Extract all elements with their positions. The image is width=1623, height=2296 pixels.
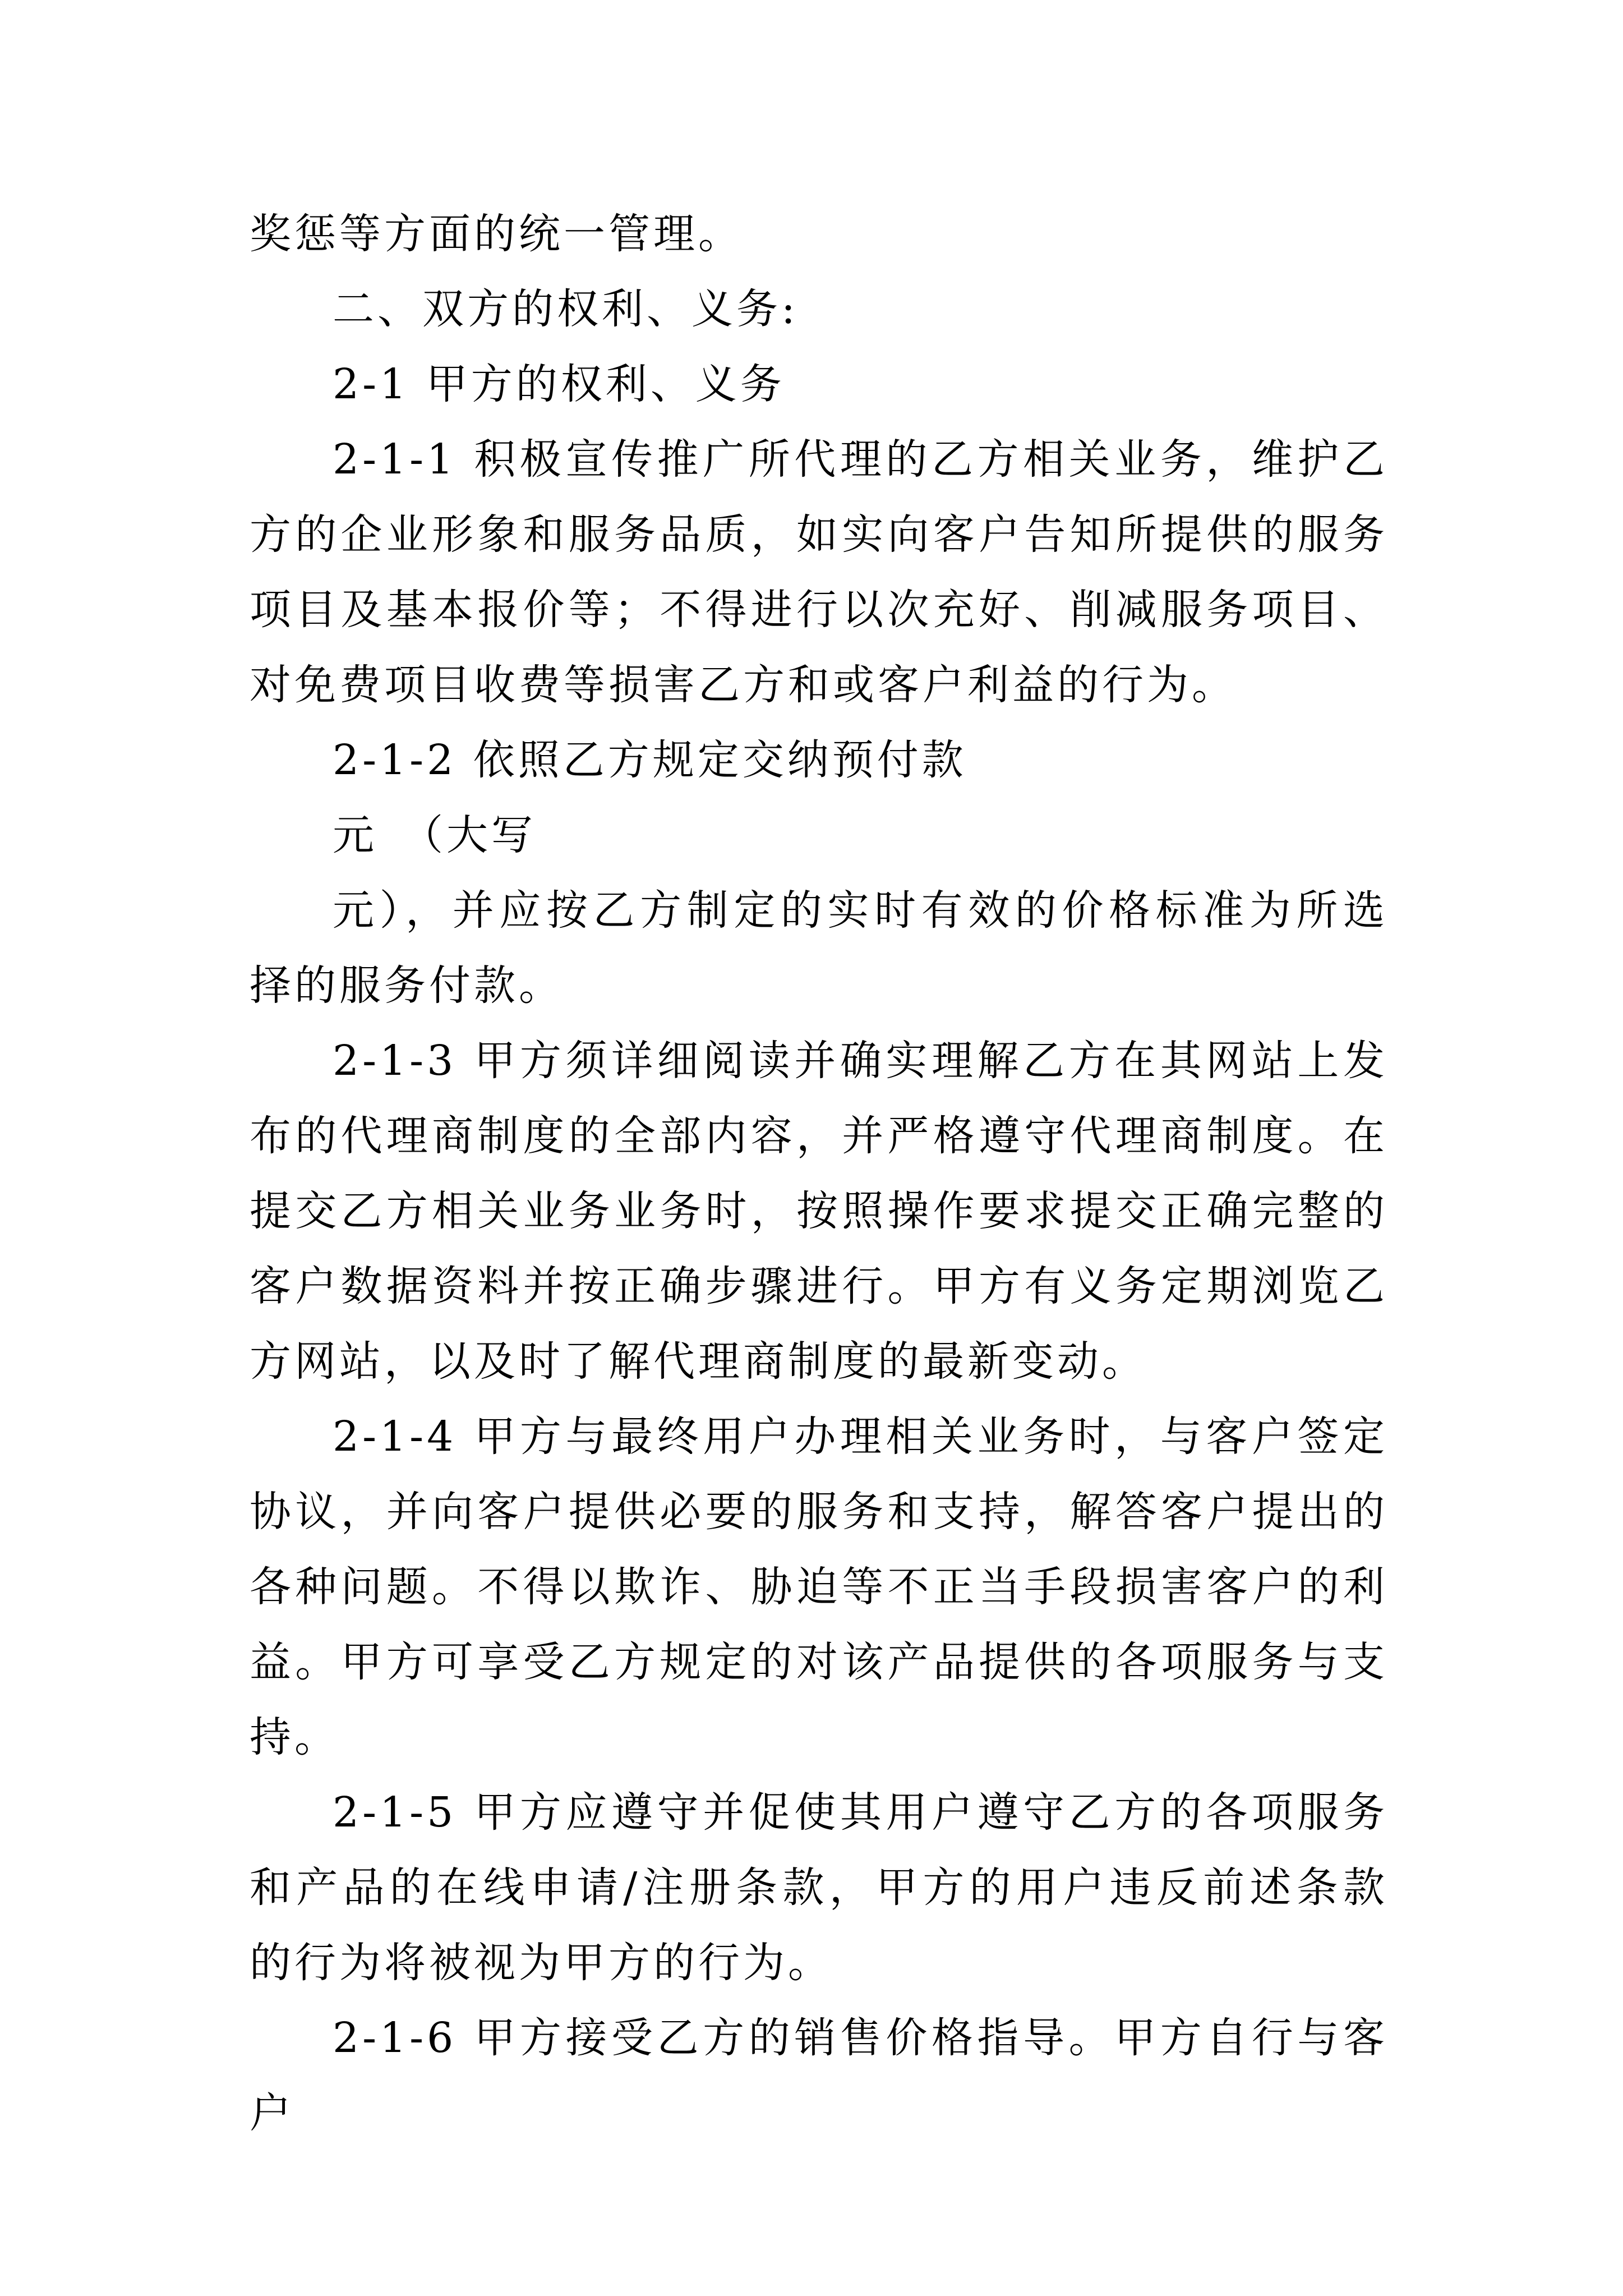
clause-2-1-3: 2-1-3 甲方须详细阅读并确实理解乙方在其网站上发布的代理商制度的全部内容，并严格遵守代理商制度。在提交乙方相关业务业务时，按照操作要求提交正确完整的客户数据资料并按正确步骤进行。甲方有义务定期浏览乙方网站，以及时了解代理商制度的最新变动。 (250, 1037, 1388, 1386)
subsection-heading-party-a: 2-1 甲方的权利、义务 (333, 360, 785, 408)
clause-2-1-6: 2-1-6 甲方接受乙方的销售价格指导。甲方自行与客户 (250, 2014, 1388, 2137)
paragraph-continuation: 奖惩等方面的统一管理。 (250, 210, 743, 258)
clause-2-1-1: 2-1-1 积极宣传推广所代理的乙方相关业务，维护乙方的企业形象和服务品质，如实向客户告知所提供的服务项目及基本报价等；不得进行以次充好、削减服务项目、对免费项目收费等损害乙方和或客户利益的行为。 (250, 435, 1388, 709)
clause-2-1-4: 2-1-4 甲方与最终用户办理相关业务时，与客户签定协议，并向客户提供必要的服务和支持，解答客户提出的各种问题。不得以欺诈、胁迫等不正当手段损害客户的利益。甲方可享受乙方规定的对该产品提供的各项服务与支持。 (250, 1412, 1388, 1761)
clause-2-1-2-amount-line: 元 （大写 (333, 811, 536, 859)
clause-2-1-2: 2-1-2 依照乙方规定交纳预付款 (333, 736, 967, 784)
clause-2-1-5: 2-1-5 甲方应遵守并促使其用户遵守乙方的各项服务和产品的在线申请/注册条款，甲方的用户违反前述条款的行为将被视为甲方的行为。 (250, 1788, 1388, 1987)
document-body (250, 196, 1388, 2151)
section-heading-rights-obligations: 二、双方的权利、义务: (333, 285, 799, 333)
clause-2-1-2-amount-continuation: 元），并应按乙方制定的实时有效的价格标准为所选择的服务付款。 (250, 886, 1388, 1010)
